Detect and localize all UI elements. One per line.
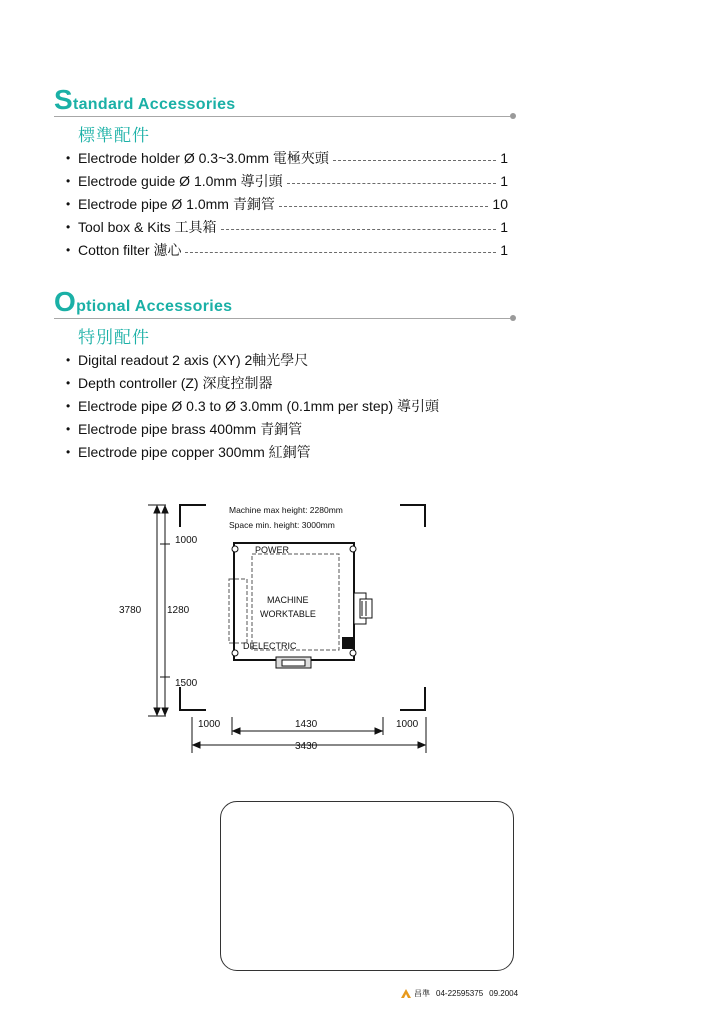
standard-title-cn: 標準配件 [78,126,150,145]
footer [401,988,518,999]
footer-brand: 昌準 [414,989,430,998]
dim-left-clearance: 1000 [198,719,221,730]
bullet-icon: • [66,445,71,459]
list-item: • Electrode pipe Ø 1.0mm 青銅管 10 [66,193,508,216]
brand-logo-icon [401,989,411,998]
dim-back-clearance: 1000 [175,535,198,546]
bullet-icon: • [66,174,71,188]
bullet-icon: • [66,376,71,390]
standard-title [54,86,236,114]
bullet-icon: • [66,243,71,257]
standard-title-initial: S [54,84,73,115]
optional-divider-dot [510,315,516,321]
optional-title-initial: O [54,286,77,317]
optional-title-rest: ptional Accessories [76,298,233,315]
optional-title-cn: 特別配件 [78,328,150,347]
list-item: • Tool box & Kits 工具箱 1 [66,216,508,239]
dotted-leader [221,229,497,230]
dotted-leader [287,183,496,184]
label-worktable: WORKTABLE [260,609,316,619]
list-item: • Depth controller (Z) 深度控制器 [66,372,508,395]
standard-title-rest: tandard Accessories [72,96,236,113]
list-item: • Cotton filter 濾心 1 [66,239,508,262]
list-item: • Digital readout 2 axis (XY) 2軸光學尺 [66,349,508,372]
standard-divider-dot [510,113,516,119]
dim-total-width: 3430 [295,741,318,752]
dim-machine-depth: 1280 [167,605,190,616]
list-item: • Electrode pipe copper 300mm 紅銅管 [66,441,508,464]
optional-title [54,288,232,316]
dotted-leader [333,160,496,161]
label-power: POWER [255,545,290,555]
item-qty: 1 [500,150,508,166]
bullet-icon: • [66,220,71,234]
dotted-leader [279,206,489,207]
optional-divider [54,318,510,319]
dim-front-clearance: 1500 [175,678,198,689]
floor-layout-diagram [110,495,440,757]
dealer-stamp-box [220,801,514,971]
label-dielectric: DIELECTRIC [243,641,297,651]
dotted-leader [185,252,496,253]
list-item: • Electrode holder Ø 0.3~3.0mm 電極夾頭 1 [66,147,508,170]
item-qty: 1 [500,173,508,189]
item-qty: 1 [500,219,508,235]
bullet-icon: • [66,151,71,165]
standard-section-header [54,86,516,146]
optional-accessories-list [66,349,508,464]
note-max-height: Machine max height: 2280mm [229,505,343,515]
footer-date: 09.2004 [489,989,519,998]
label-machine: MACHINE [267,595,309,605]
list-item: • Electrode pipe brass 400mm 青銅管 [66,418,508,441]
dim-machine-width: 1430 [295,719,318,730]
bullet-icon: • [66,197,71,211]
footer-phone: 04-22595375 [436,989,484,998]
list-item: • Electrode pipe Ø 0.3 to Ø 3.0mm (0.1mm per step) 導引頭 [66,395,508,418]
dim-right-clearance: 1000 [396,719,419,730]
optional-section-header [54,288,516,348]
standard-divider [54,116,510,117]
list-item: • Electrode guide Ø 1.0mm 導引頭 1 [66,170,508,193]
bullet-icon: • [66,353,71,367]
bullet-icon: • [66,422,71,436]
standard-accessories-list [66,147,508,262]
item-qty: 1 [500,242,508,258]
item-qty: 10 [492,196,508,212]
dim-total-height: 3780 [119,605,142,616]
note-space-height: Space min. height: 3000mm [229,520,335,530]
bullet-icon: • [66,399,71,413]
